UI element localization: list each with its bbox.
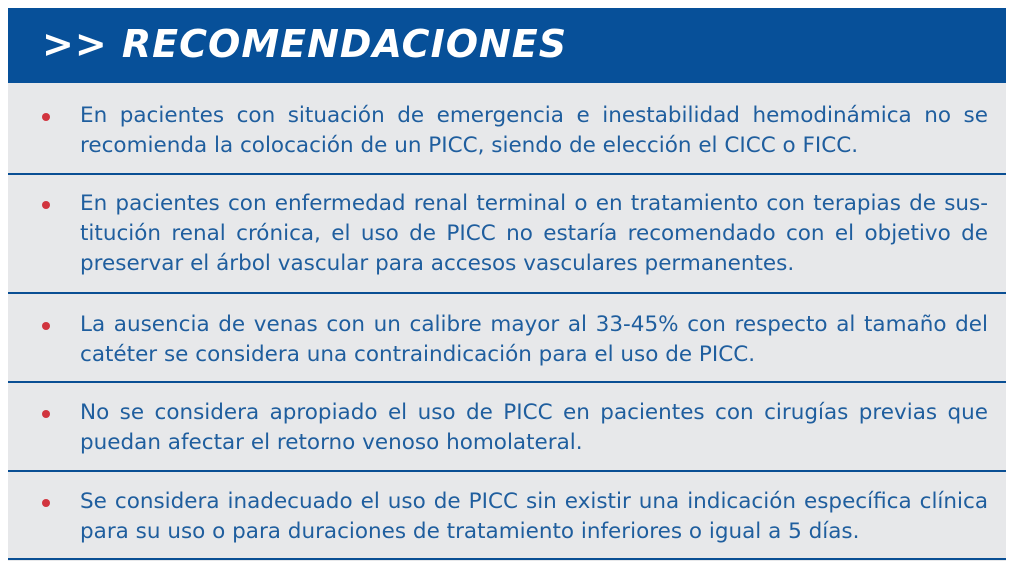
bullet-icon (42, 201, 50, 209)
divider (8, 558, 1006, 560)
panel-header (8, 8, 1006, 83)
divider (8, 173, 1006, 175)
divider (8, 470, 1006, 472)
bullet-icon (42, 499, 50, 507)
recommendations-panel (8, 8, 1006, 561)
recommendation-text: La ausencia de venas con un calibre mayor al 33-45% con respecto al tamaño del catéter se considera una contraindicación para el uso de PICC. (80, 312, 988, 367)
bullet-icon (42, 410, 50, 418)
bullet-icon (42, 113, 50, 121)
divider (8, 292, 1006, 294)
panel-title: >> RECOMENDACIONES (42, 22, 568, 66)
recommendation-text: Se considera inadecuado el uso de PICC sin existir una indicación específica clínica para su uso o para duraciones de tratamiento inferiores o igual a 5 días. (80, 489, 988, 544)
recommendation-text: No se considera apropiado el uso de PICC en pacientes con cirugías previas que puedan afectar el retorno venoso homolateral. (80, 400, 988, 455)
recommendation-text: En pacientes con situación de emergencia e inestabilidad hemodinámica no se recomienda la colocación de un PICC, siendo de elección el CICC o FICC. (80, 103, 988, 158)
divider (8, 381, 1006, 383)
recommendation-text: En pacientes con enfermedad renal terminal o en tratamiento con terapias de sustitución renal crónica, el uso de PICC no estaría recomendado con el objetivo de preservar el árbol vascular para accesos vasculares permanentes. (80, 191, 988, 276)
bullet-icon (42, 322, 50, 330)
